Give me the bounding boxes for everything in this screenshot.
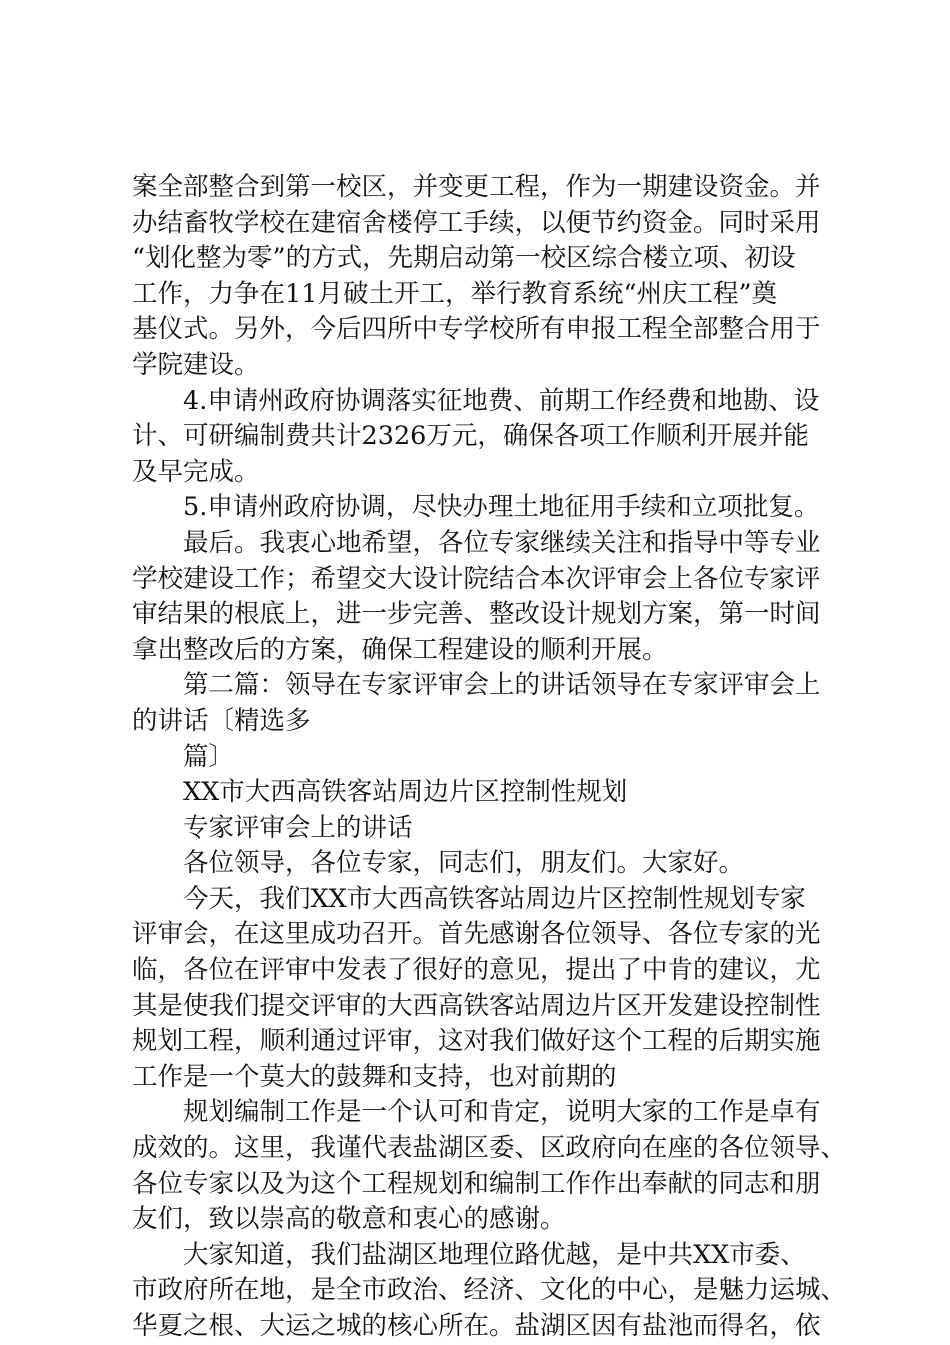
text-line: 计、可研编制费共计2326万元，确保各项工作顺利开展并能	[132, 421, 809, 452]
text-line: 的讲话〔精选多	[132, 705, 311, 736]
text-line: 规划编制工作是一个认可和肯定，说明大家的工作是卓有	[183, 1097, 821, 1128]
text-line: “划化整为零”的方式，先期启动第一校区综合楼立项、初设	[132, 243, 796, 274]
text-line: 市政府所在地，是全市政治、经济、文化的中心，是魅力运城、	[132, 1275, 847, 1306]
text-line: 办结畜牧学校在建宿舍楼停工手续，以便节约资金。同时采用	[132, 207, 821, 238]
text-line: 及早完成。	[132, 456, 260, 487]
text-line: 今天，我们XX市大西高铁客站周边片区控制性规划专家	[183, 883, 806, 914]
text-line: 学校建设工作；希望交大设计院结合本次评审会上各位专家评	[132, 563, 821, 594]
text-line: 5.申请州政府协调，尽快办理土地征用手续和立项批复。	[183, 492, 820, 523]
text-line: 第二篇：领导在专家评审会上的讲话领导在专家评审会上	[183, 670, 821, 701]
text-line: 4.申请州政府协调落实征地费、前期工作经费和地勘、设	[183, 385, 820, 416]
text-line: 基仪式。另外，今后四所中专学校所有申报工程全部整合用于	[132, 314, 821, 345]
text-line: 工作是一个莫大的鼓舞和支持，也对前期的	[132, 1061, 617, 1092]
text-line: 规划工程，顺利通过评审，这对我们做好这个工程的后期实施	[132, 1026, 821, 1057]
text-line: 篇〕	[183, 741, 235, 772]
text-line: 最后。我衷心地希望，各位专家继续关注和指导中等专业	[183, 527, 821, 558]
text-line: 专家评审会上的讲话	[183, 812, 413, 843]
text-line: 拿出整改后的方案，确保工程建设的顺利开展。	[132, 634, 668, 665]
text-line: 大家知道，我们盐湖区地理位路优越，是中共XX市委、	[183, 1239, 806, 1270]
text-line: 审结果的根底上，进一步完善、整改设计规划方案，第一时间	[132, 599, 821, 630]
text-line: 各位领导，各位专家，同志们，朋友们。大家好。	[183, 848, 745, 879]
text-line: 成效的。这里，我谨代表盐湖区委、区政府向在座的各位领导、	[132, 1133, 847, 1164]
text-line: 各位专家以及为这个工程规划和编制工作作出奉献的同志和朋	[132, 1168, 821, 1199]
text-line: 临，各位在评审中发表了很好的意见，提出了中肯的建议，尤	[132, 955, 821, 986]
text-line: 华夏之根、大运之城的核心所在。盐湖区因有盐池而得名，依	[132, 1311, 821, 1341]
text-line: 案全部整合到第一校区，并变更工程，作为一期建设资金。并	[132, 172, 821, 202]
text-line: XX市大西高铁客站周边片区控制性规划	[183, 777, 628, 808]
text-line: 工作，力争在11月破土开工，举行教育系统“州庆工程”奠	[132, 278, 778, 309]
text-line: 学院建设。	[132, 349, 260, 380]
text-line: 其是使我们提交评审的大西高铁客站周边片区开发建设控制性	[132, 990, 821, 1021]
body-text	[132, 170, 847, 1345]
text-line: 友们，致以崇高的敬意和衷心的感谢。	[132, 1204, 566, 1235]
text-line: 评审会，在这里成功召开。首先感谢各位领导、各位专家的光	[132, 919, 821, 950]
